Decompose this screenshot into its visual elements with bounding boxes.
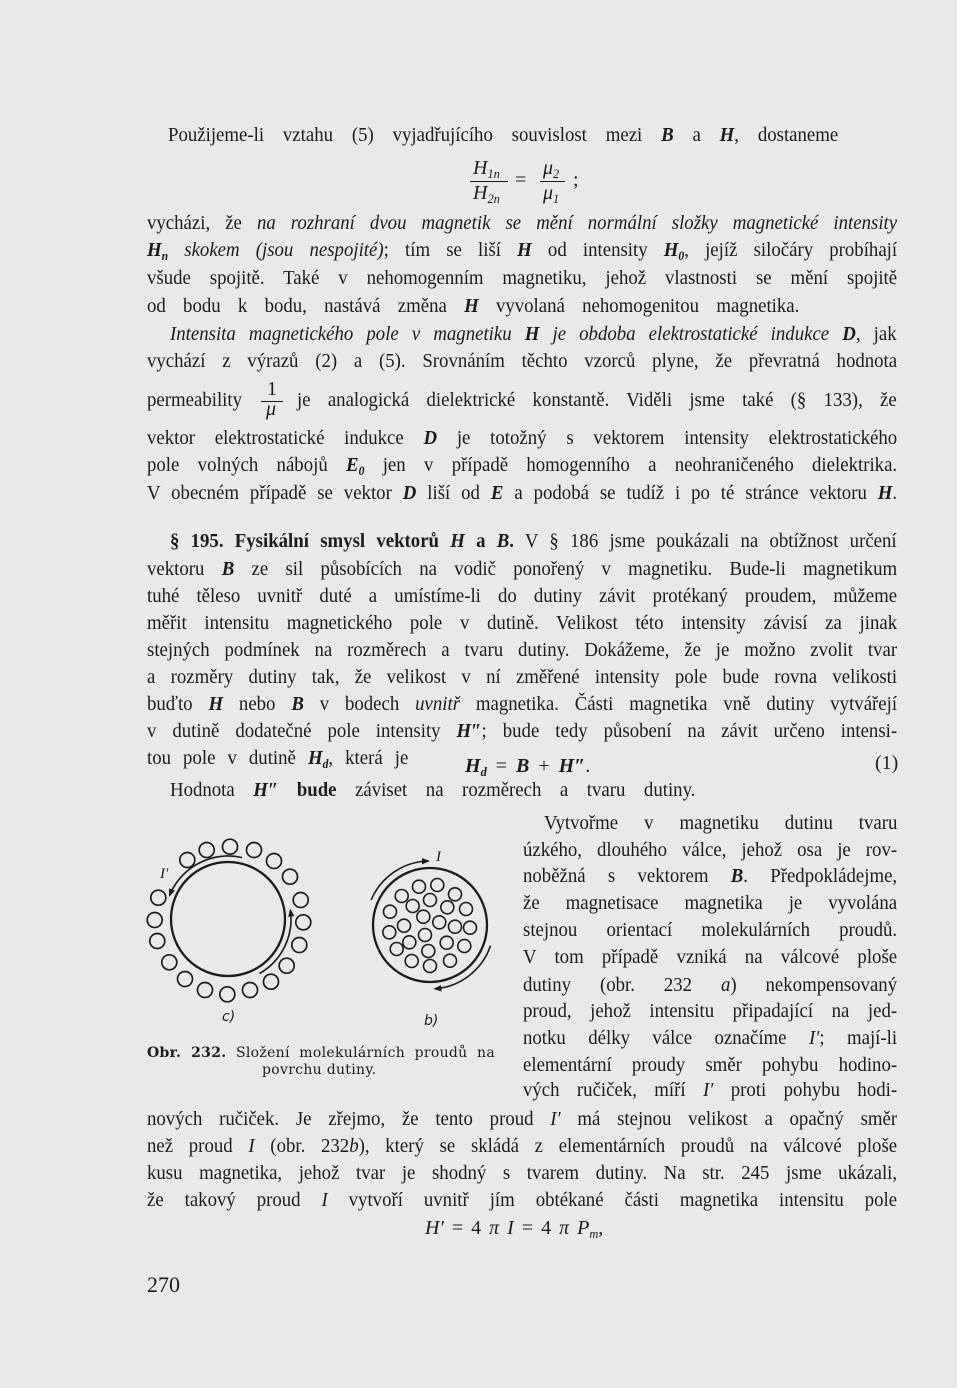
text-line: Vytvořme v magnetiku dutinu tvaru bbox=[544, 812, 898, 834]
text-line: měřit intensitu magnetického pole v dutině. Velikost této intensity závisí za jinak bbox=[147, 612, 898, 634]
text-line: elementární proudy směr pohybu hodino- bbox=[523, 1054, 898, 1076]
molecular-current-loop bbox=[267, 854, 282, 869]
space bbox=[499, 1217, 507, 1239]
symbol: μ bbox=[543, 157, 554, 179]
italic-text: b bbox=[349, 1135, 359, 1157]
italic-text: Intensita magnetického pole v magnetiku bbox=[170, 323, 525, 345]
vector-symbol: H bbox=[464, 295, 479, 317]
text-segment: od bodu k bodu, nastává změna bbox=[147, 295, 465, 317]
molecular-current-loop bbox=[147, 913, 162, 928]
figure-label-left: c) bbox=[222, 1009, 236, 1025]
current-arrow-top bbox=[371, 861, 428, 900]
section-heading: . bbox=[509, 530, 515, 552]
text-segment: v bodech bbox=[303, 693, 416, 715]
vector-symbol: H bbox=[465, 755, 481, 777]
figure-magnet-piece bbox=[371, 861, 490, 989]
text-line bbox=[168, 125, 838, 145]
text-segment: proti pohybu hodi- bbox=[713, 1079, 898, 1101]
current-arrow-bottom bbox=[435, 946, 491, 989]
section-heading: § 195. Fysikální smysl vektorů bbox=[170, 530, 451, 552]
equation-h-prime bbox=[425, 1218, 603, 1240]
molecular-current-loop bbox=[460, 903, 473, 916]
vector-symbol: H bbox=[719, 124, 735, 146]
molecular-current-loop bbox=[292, 938, 307, 953]
subscript: d bbox=[480, 764, 487, 779]
equals-sign: = bbox=[515, 169, 527, 191]
figure-caption bbox=[147, 1046, 495, 1060]
caption-text: Složení molekulárních proudů na bbox=[226, 1045, 495, 1061]
figure-cavity-surface bbox=[147, 839, 311, 1002]
text-line bbox=[147, 747, 409, 771]
text-segment: notku délky válce označíme bbox=[523, 1027, 809, 1049]
text-segment: vých ručiček, míří bbox=[523, 1079, 704, 1101]
vector-symbol: D bbox=[402, 482, 417, 504]
text-line bbox=[523, 975, 897, 995]
molecular-current-loop bbox=[264, 974, 279, 989]
magnet-boundary-circle bbox=[373, 868, 487, 982]
bold-text: bude bbox=[278, 779, 337, 801]
space bbox=[569, 1217, 577, 1239]
molecular-current-loop bbox=[243, 983, 258, 998]
symbol: I bbox=[507, 1217, 514, 1239]
molecular-current-loop bbox=[180, 853, 195, 868]
fraction-numerator: 1 bbox=[267, 378, 277, 400]
semicolon: ; bbox=[573, 169, 579, 191]
subscript: n bbox=[161, 248, 169, 263]
text-segment: ), který se skládá z elementárních proudů na válcové ploše bbox=[358, 1135, 898, 1157]
molecular-current-loop bbox=[150, 934, 165, 949]
subscript: 0 bbox=[358, 463, 365, 478]
molecular-current-loop bbox=[151, 890, 166, 905]
molecular-current-loop bbox=[419, 929, 432, 942]
vector-symbol: H bbox=[663, 239, 679, 261]
text-segment: nových ručiček. Je zřejmo, že tento proud bbox=[147, 1108, 551, 1130]
text-segment: tou pole v dutině bbox=[147, 747, 308, 769]
molecular-current-loop bbox=[247, 843, 262, 858]
text-line: úzkého, dlouhého válce, jehož osa je rov- bbox=[523, 839, 898, 861]
section-heading-line bbox=[170, 531, 897, 551]
current-label-left: I′ bbox=[160, 866, 169, 882]
eq1-denominator-right bbox=[543, 183, 559, 205]
text-segment: v dutině dodatečné pole intensity bbox=[147, 720, 457, 742]
text-line: proud, jehož intensitu připadající na jed- bbox=[523, 1000, 898, 1022]
vector-symbol: H bbox=[307, 747, 323, 769]
text-segment: má stejnou velikost a opačný směr bbox=[560, 1108, 898, 1130]
text-segment: ; mají-li bbox=[819, 1027, 898, 1049]
text-segment: vycházi, že bbox=[147, 212, 257, 234]
molecular-current-loop bbox=[390, 943, 403, 956]
symbol: H bbox=[473, 182, 488, 204]
text-segment: buďto bbox=[147, 693, 209, 715]
text-line bbox=[147, 239, 898, 263]
vector-symbol: B bbox=[221, 558, 235, 580]
text-segment: ; tím se liší bbox=[383, 239, 518, 261]
molecular-current-loop bbox=[198, 983, 213, 998]
eq1-numerator-left bbox=[473, 158, 500, 180]
italic-text: uvnitř bbox=[415, 693, 461, 715]
text-segment: nebo bbox=[223, 693, 292, 715]
text-segment: magnetika. Části magnetika vně dutiny vytvářejí bbox=[460, 693, 898, 715]
text-segment: ) nekompensovaný bbox=[730, 974, 898, 996]
vector-symbol: B bbox=[516, 755, 530, 777]
text-line: permeability bbox=[147, 389, 243, 411]
text-line bbox=[147, 721, 897, 741]
operator: = bbox=[486, 755, 517, 777]
molecular-current-loop bbox=[449, 888, 462, 901]
current-arrow-left bbox=[170, 856, 243, 895]
molecular-current-loop bbox=[417, 910, 430, 923]
text-segment: že takový proud bbox=[147, 1189, 322, 1211]
molecular-current-loop bbox=[424, 960, 437, 973]
molecular-current-loop bbox=[279, 958, 294, 973]
vector-symbol: D bbox=[423, 427, 438, 449]
molecular-current-loop bbox=[178, 972, 193, 987]
text-segment: pole volných nábojů bbox=[147, 454, 347, 476]
molecular-current-loop bbox=[440, 936, 453, 949]
vector-symbol: H″ bbox=[456, 720, 482, 742]
section-heading: a bbox=[464, 530, 497, 552]
molecular-current-loop bbox=[441, 901, 454, 914]
figure-caption-line2: povrchu dutiny. bbox=[262, 1062, 377, 1078]
vector-symbol: H bbox=[524, 323, 540, 345]
vector-symbol: B bbox=[661, 124, 674, 146]
vector-symbol: B bbox=[496, 530, 510, 552]
molecular-current-loop bbox=[422, 945, 435, 958]
current-label-right: I bbox=[436, 849, 441, 865]
text-segment: V obecném případě se vektor bbox=[147, 482, 403, 504]
vector-symbol: B bbox=[291, 693, 304, 715]
vector-symbol: H bbox=[147, 239, 162, 261]
vector-symbol: D bbox=[842, 323, 856, 345]
vector-symbol: E bbox=[346, 454, 359, 476]
text-line: je analogická dielektrické konstantě. Viděli jsme také (§ 133), že bbox=[297, 389, 897, 411]
molecular-current-loop bbox=[162, 955, 177, 970]
molecular-current-loop bbox=[433, 916, 446, 929]
italic-text: I bbox=[248, 1135, 255, 1157]
subscript: m bbox=[589, 1226, 599, 1241]
text-line bbox=[523, 1080, 897, 1100]
text-segment: je totožný s vektorem intensity elektrostatického bbox=[437, 427, 898, 449]
symbol: H bbox=[473, 157, 488, 179]
subscript: d bbox=[322, 756, 329, 771]
molecular-current-loop bbox=[406, 900, 419, 913]
molecular-current-loop bbox=[431, 879, 444, 892]
text-line: a rozměry dutiny tak, že velikost v ní změřené intensity pole bude rovna velikosti bbox=[147, 666, 898, 688]
operator: = 4 bbox=[443, 1217, 490, 1239]
molecular-current-loop bbox=[413, 880, 426, 893]
text-segment: a bbox=[673, 124, 720, 146]
text-segment: liší od bbox=[416, 482, 491, 504]
operator: = 4 bbox=[513, 1217, 560, 1239]
vector-symbol: H″ bbox=[253, 779, 279, 801]
vector-symbol: B bbox=[730, 865, 744, 887]
punctuation: . bbox=[585, 755, 591, 777]
eq1-numerator-right bbox=[543, 158, 559, 180]
caption-label: Obr. 232. bbox=[147, 1045, 227, 1061]
text-line bbox=[147, 454, 898, 478]
text-segment: , jak bbox=[855, 323, 897, 345]
text-segment: Použijeme-li vztahu (5) vyjadřujícího souvislost mezi bbox=[168, 124, 662, 146]
molecular-current-loop bbox=[424, 894, 437, 907]
molecular-current-loop bbox=[296, 915, 311, 930]
molecular-current-loop bbox=[405, 955, 418, 968]
subscript: 0 bbox=[678, 248, 685, 263]
equation-number: (1) bbox=[875, 752, 899, 774]
symbol: μ bbox=[543, 182, 554, 204]
italic-text: I bbox=[321, 1189, 328, 1211]
text-segment: jen v případě homogenního a neohraničeného dielektrika. bbox=[364, 454, 898, 476]
molecular-current-loop bbox=[398, 919, 411, 932]
text-segment: vytvoří uvnitř jím obtékané části magnetika intensitu pole bbox=[327, 1189, 898, 1211]
text-segment: , dostaneme bbox=[734, 124, 839, 146]
vector-symbol: H bbox=[208, 693, 224, 715]
text-line: V tom případě vzniká na válcové ploše bbox=[523, 946, 898, 968]
italic-text: na rozhraní dvou magnetik se mění normální složky magnetické intensity bbox=[256, 212, 898, 234]
text-segment: od intensity bbox=[531, 239, 664, 261]
pi-symbol: π bbox=[559, 1217, 570, 1239]
vector-symbol: H bbox=[450, 530, 465, 552]
punctuation: , bbox=[598, 1217, 604, 1239]
text-line: že magnetisace magnetika je vyvolána bbox=[523, 892, 898, 914]
text-line bbox=[147, 1190, 897, 1210]
vector-symbol: E bbox=[490, 482, 504, 504]
text-segment: . bbox=[892, 482, 898, 504]
cavity-boundary-circle bbox=[171, 862, 285, 976]
text-line bbox=[523, 1028, 897, 1048]
molecular-current-loop bbox=[293, 893, 308, 908]
text-segment: vyvolaná nehomogenitou magnetika. bbox=[478, 295, 800, 317]
molecular-current-loop bbox=[395, 890, 408, 903]
molecular-current-loop bbox=[384, 905, 397, 918]
italic-text: I′ bbox=[808, 1027, 820, 1049]
internal-current-loops bbox=[383, 879, 477, 973]
italic-text: a bbox=[720, 974, 731, 996]
symbol: H′ bbox=[425, 1217, 444, 1239]
operator: + bbox=[529, 755, 559, 777]
text-segment: záviset na rozměrech a tvaru dutiny. bbox=[336, 779, 696, 801]
subscript: 1 bbox=[553, 191, 560, 206]
text-segment: než proud bbox=[147, 1135, 249, 1157]
text-line bbox=[147, 296, 799, 316]
text-line: vychází z výrazů (2) a (5). Srovnáním těchto vzorců plyne, že převratná hodnota bbox=[147, 350, 898, 372]
text-segment: . Předpokládejme, bbox=[743, 865, 898, 887]
text-segment: dutiny (obr. 232 bbox=[523, 974, 721, 996]
text-line bbox=[147, 483, 897, 503]
text-segment: , jejíž siločáry probíhají bbox=[684, 239, 898, 261]
text-line: stejnou orientací molekulárních proudů. bbox=[523, 919, 898, 941]
text-segment: a podobá se tudíž i po té stránce vektoru bbox=[503, 482, 878, 504]
molecular-current-loop bbox=[458, 940, 471, 953]
text-segment: vektoru bbox=[147, 558, 222, 580]
italic-text: I′ bbox=[550, 1108, 561, 1130]
eq1-denominator-left bbox=[473, 183, 500, 205]
molecular-current-loop bbox=[223, 839, 238, 854]
vector-symbol: H bbox=[517, 239, 532, 261]
molecular-current-loop bbox=[283, 869, 298, 884]
text-segment: noběžná s vektorem bbox=[523, 865, 731, 887]
molecular-current-loop bbox=[403, 936, 416, 949]
subscript: 2 bbox=[553, 166, 560, 181]
vector-symbol: H″ bbox=[558, 755, 586, 777]
molecular-current-loop bbox=[464, 921, 477, 934]
text-line: stejných podmínek na rozměrech a tvaru dutiny. Dokážeme, že je možno zvolit tvar bbox=[147, 639, 898, 661]
page-number: 270 bbox=[147, 1272, 180, 1297]
text-line bbox=[147, 1109, 897, 1129]
italic-text: skokem (jsou nespojité) bbox=[168, 239, 384, 261]
surface-current-loops bbox=[147, 839, 311, 1002]
italic-text: je obdoba elektrostatické indukce bbox=[539, 323, 843, 345]
text-segment: Hodnota bbox=[170, 779, 254, 801]
text-line: tuhé těleso uvnitř duté a umístíme-li do dutiny závit protékaný proudem, můžeme bbox=[147, 585, 898, 607]
text-segment: (obr. 232 bbox=[254, 1135, 350, 1157]
text-line bbox=[147, 428, 897, 448]
text-line bbox=[147, 1136, 897, 1156]
molecular-current-loop bbox=[220, 987, 235, 1002]
pi-symbol: π bbox=[489, 1217, 500, 1239]
molecular-current-loop bbox=[199, 843, 214, 858]
molecular-current-loop bbox=[444, 954, 457, 967]
text-line: kusu magnetika, jehož tvar je shodný s tvarem dutiny. Na str. 245 jsme ukázali, bbox=[147, 1162, 898, 1184]
figure-label-right: b) bbox=[424, 1013, 439, 1029]
molecular-current-loop bbox=[449, 920, 462, 933]
text-line bbox=[147, 213, 897, 233]
text-line bbox=[523, 866, 897, 886]
text-line bbox=[147, 559, 897, 579]
fraction-denominator: μ bbox=[266, 398, 277, 420]
italic-text: I′ bbox=[703, 1079, 714, 1101]
text-segment: ; bude tedy působení na závit určeno intensi- bbox=[481, 720, 898, 742]
text-segment: vektor elektrostatické indukce bbox=[147, 427, 424, 449]
subscript: 1n bbox=[487, 166, 500, 181]
vector-symbol: H bbox=[877, 482, 893, 504]
symbol: P bbox=[577, 1217, 590, 1239]
subscript: 2n bbox=[487, 191, 500, 206]
text-line bbox=[147, 694, 897, 714]
text-line bbox=[170, 324, 897, 344]
text-line: všude spojitě. Také v nehomogenním magnetiku, jehož vlastnosti se mění spojitě bbox=[147, 267, 898, 289]
molecular-current-loop bbox=[383, 926, 396, 939]
text-segment: V § 186 jsme poukázali na obtížnost určení bbox=[514, 530, 897, 552]
current-arrow-right bbox=[260, 910, 292, 973]
text-line bbox=[170, 780, 695, 800]
text-segment: ze sil působících na vodič ponořený v magnetiku. Bude-li magnetikum bbox=[234, 558, 898, 580]
equation-hd bbox=[465, 756, 590, 778]
text-segment: , která je bbox=[328, 747, 409, 769]
